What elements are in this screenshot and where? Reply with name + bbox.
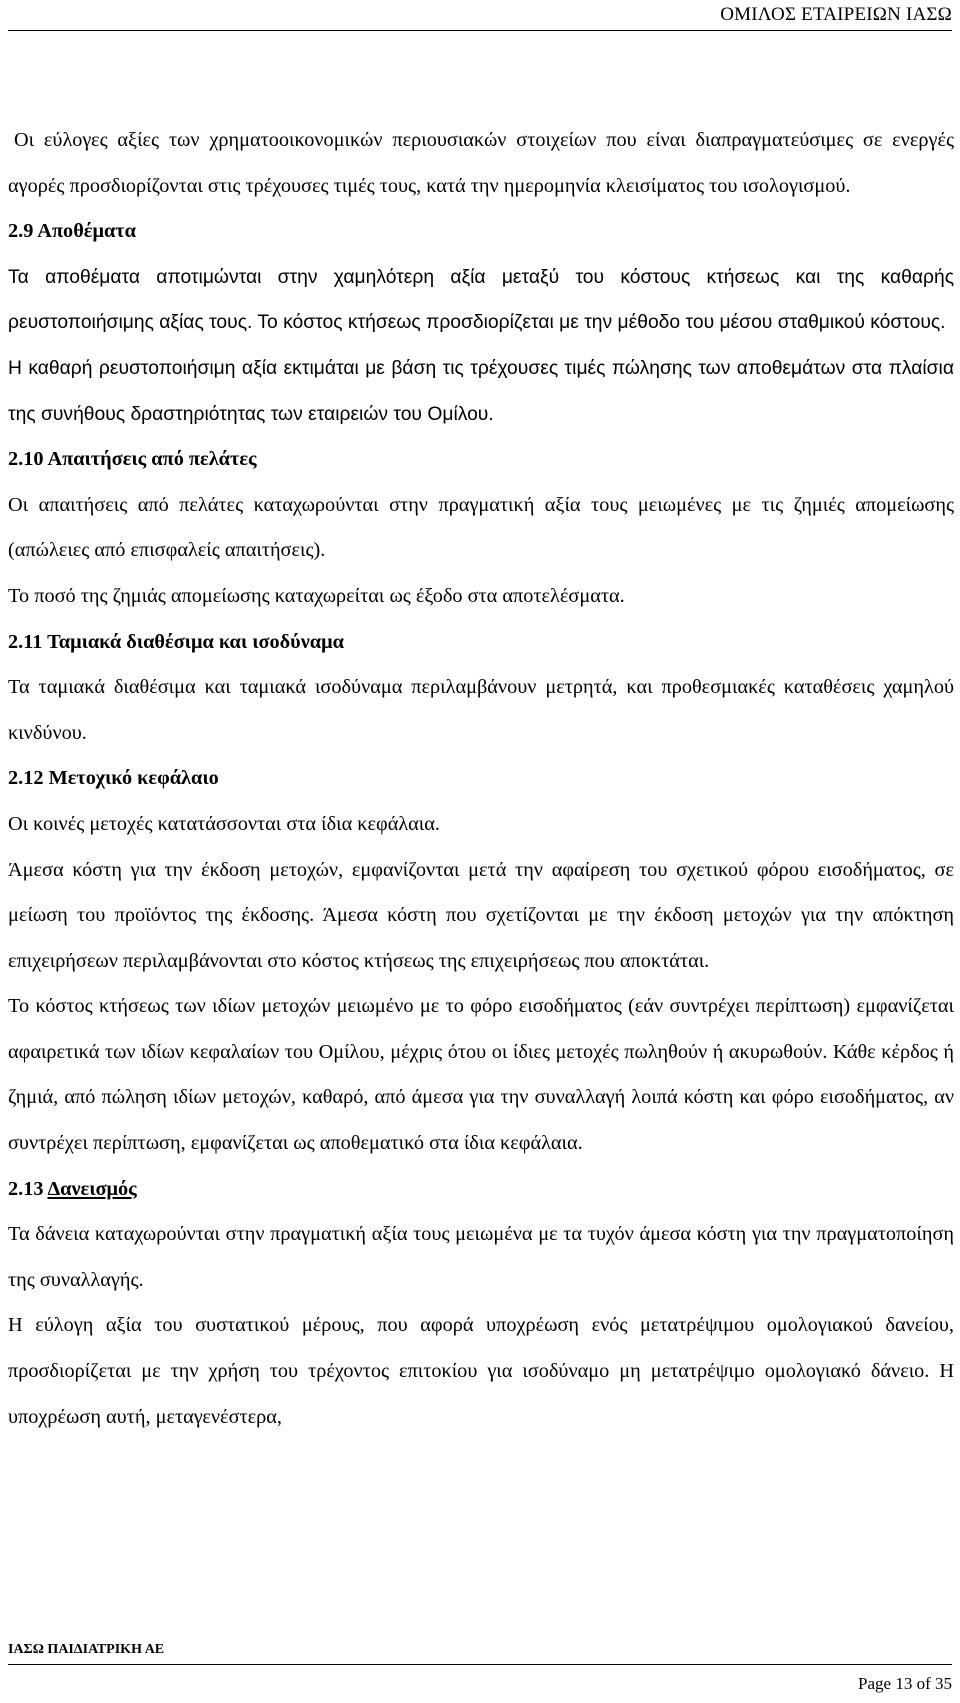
section-title-2-13 xyxy=(8,1167,954,1213)
section-word-2-13: Δανεισμός xyxy=(47,1177,137,1200)
paragraph-2-12-2: Άμεσα κόστη για την έκδοση μετοχών, εμφανίζονται μετά την αφαίρεση του σχετικού φόρου εισοδήματος, σε μείωση του προϊόντος της έκδοσης. Άμεσα κόστη που σχετίζονται με την έκδοση μετοχών για την απόκτηση επιχειρήσεων περιλαμβάνονται στο κόστος κτήσεως της επιχειρήσεως που αποκτάται. xyxy=(8,858,954,972)
footer-company: ΙΑΣΩ ΠΑΙΔΙΑΤΡΙΚΗ ΑΕ xyxy=(8,1642,165,1657)
paragraph-2-12-1: Οι κοινές μετοχές κατατάσσονται στα ίδια κεφάλαια. xyxy=(8,812,440,835)
document-body xyxy=(8,118,954,1440)
section-number-2-13: 2.13 xyxy=(8,1177,48,1200)
header-divider xyxy=(8,30,952,31)
footer-divider xyxy=(8,1664,952,1665)
section-title-2-9: 2.9 Αποθέματα xyxy=(8,220,136,243)
paragraph-2-10-2: Το ποσό της ζημιάς απομείωσης καταχωρείται ως έξοδο στα αποτελέσματα. xyxy=(8,584,625,607)
paragraph-2-9-1: Τα αποθέματα αποτιμώνται στην χαμηλότερη αξία μεταξύ του κόστους κτήσεως και της καθαρής ρευστοποιήσιμης αξίας τους. Το κόστος κτήσεως προσδιορίζεται με την μέθοδο του μέσου σταθμικού κόστους. xyxy=(8,266,954,334)
paragraph-fair-value: Οι εύλογες αξίες των χρηματοοικονομικών περιουσιακών στοιχείων που είναι διαπραγματεύσιμες σε ενεργές αγορές προσδιορίζονται στις τρέχουσες τιμές τους, κατά την ημερομηνία κλεισίματος του ισολογισμού. xyxy=(8,129,954,197)
section-title-2-11: 2.11 Ταμιακά διαθέσιμα και ισοδύναμα xyxy=(8,630,344,653)
paragraph-2-12-3: Το κόστος κτήσεως των ιδίων μετοχών μειωμένο με το φόρο εισοδήματος (εάν συντρέχει περίπτωση) εμφανίζεται αφαιρετικά των ιδίων κεφαλαίων του Ομίλου, μέχρις ότου οι ίδιες μετοχές πωληθούν ή ακυρωθούν. Κάθε κέρδος ή ζημιά, από πώληση ιδίων μετοχών, καθαρό, από άμεσα για την συναλλαγή λοιπά κόστη και φόρο εισοδήματος, αν συντρέχει περίπτωση, εμφανίζεται ως αποθεματικό στα ίδια κεφάλαια. xyxy=(8,995,954,1155)
section-title-2-12: 2.12 Μετοχικό κεφάλαιο xyxy=(8,767,219,790)
paragraph-2-11-1: Τα ταμιακά διαθέσιμα και ταμιακά ισοδύναμα περιλαμβάνουν μετρητά, και προθεσμιακές καταθέσεις χαμηλού κινδύνου. xyxy=(8,676,954,744)
paragraph-2-13-2: Η εύλογη αξία του συστατικού μέρους, που αφορά υποχρέωση ενός μετατρέψιμου ομολογιακού δανείου, προσδιορίζεται με την χρήση του τρέχοντος επιτοκίου για ισοδύναμο μη μετατρέψιμο ομολογιακό δάνειο. Η υποχρέωση αυτή, μεταγενέστερα, xyxy=(8,1314,954,1428)
header-company: ΟΜΙΛΟΣ ΕΤΑΙΡΕΙΩΝ ΙΑΣΩ xyxy=(720,4,952,25)
paragraph-2-10-1: Οι απαιτήσεις από πελάτες καταχωρούνται στην πραγματική αξία τους μειωμένες με τις ζημιές απομείωσης (απώλειες από επισφαλείς απαιτήσεις). xyxy=(8,493,954,562)
paragraph-2-9-2: Η καθαρή ρευστοποιήσιμη αξία εκτιμάται με βάση τις τρέχουσες τιμές πώλησης των αποθεμάτων στα πλαίσια της συνήθους δραστηριότητας των εταιρειών του Ομίλου. xyxy=(8,357,954,425)
paragraph-2-13-1: Τα δάνεια καταχωρούνται στην πραγματική αξία τους μειωμένα με τα τυχόν άμεσα κόστη για την πραγματοποίηση της συναλλαγής. xyxy=(8,1223,954,1291)
page-number: Page 13 of 35 xyxy=(858,1674,952,1693)
section-title-2-10: 2.10 Απαιτήσεις από πελάτες xyxy=(8,448,257,471)
